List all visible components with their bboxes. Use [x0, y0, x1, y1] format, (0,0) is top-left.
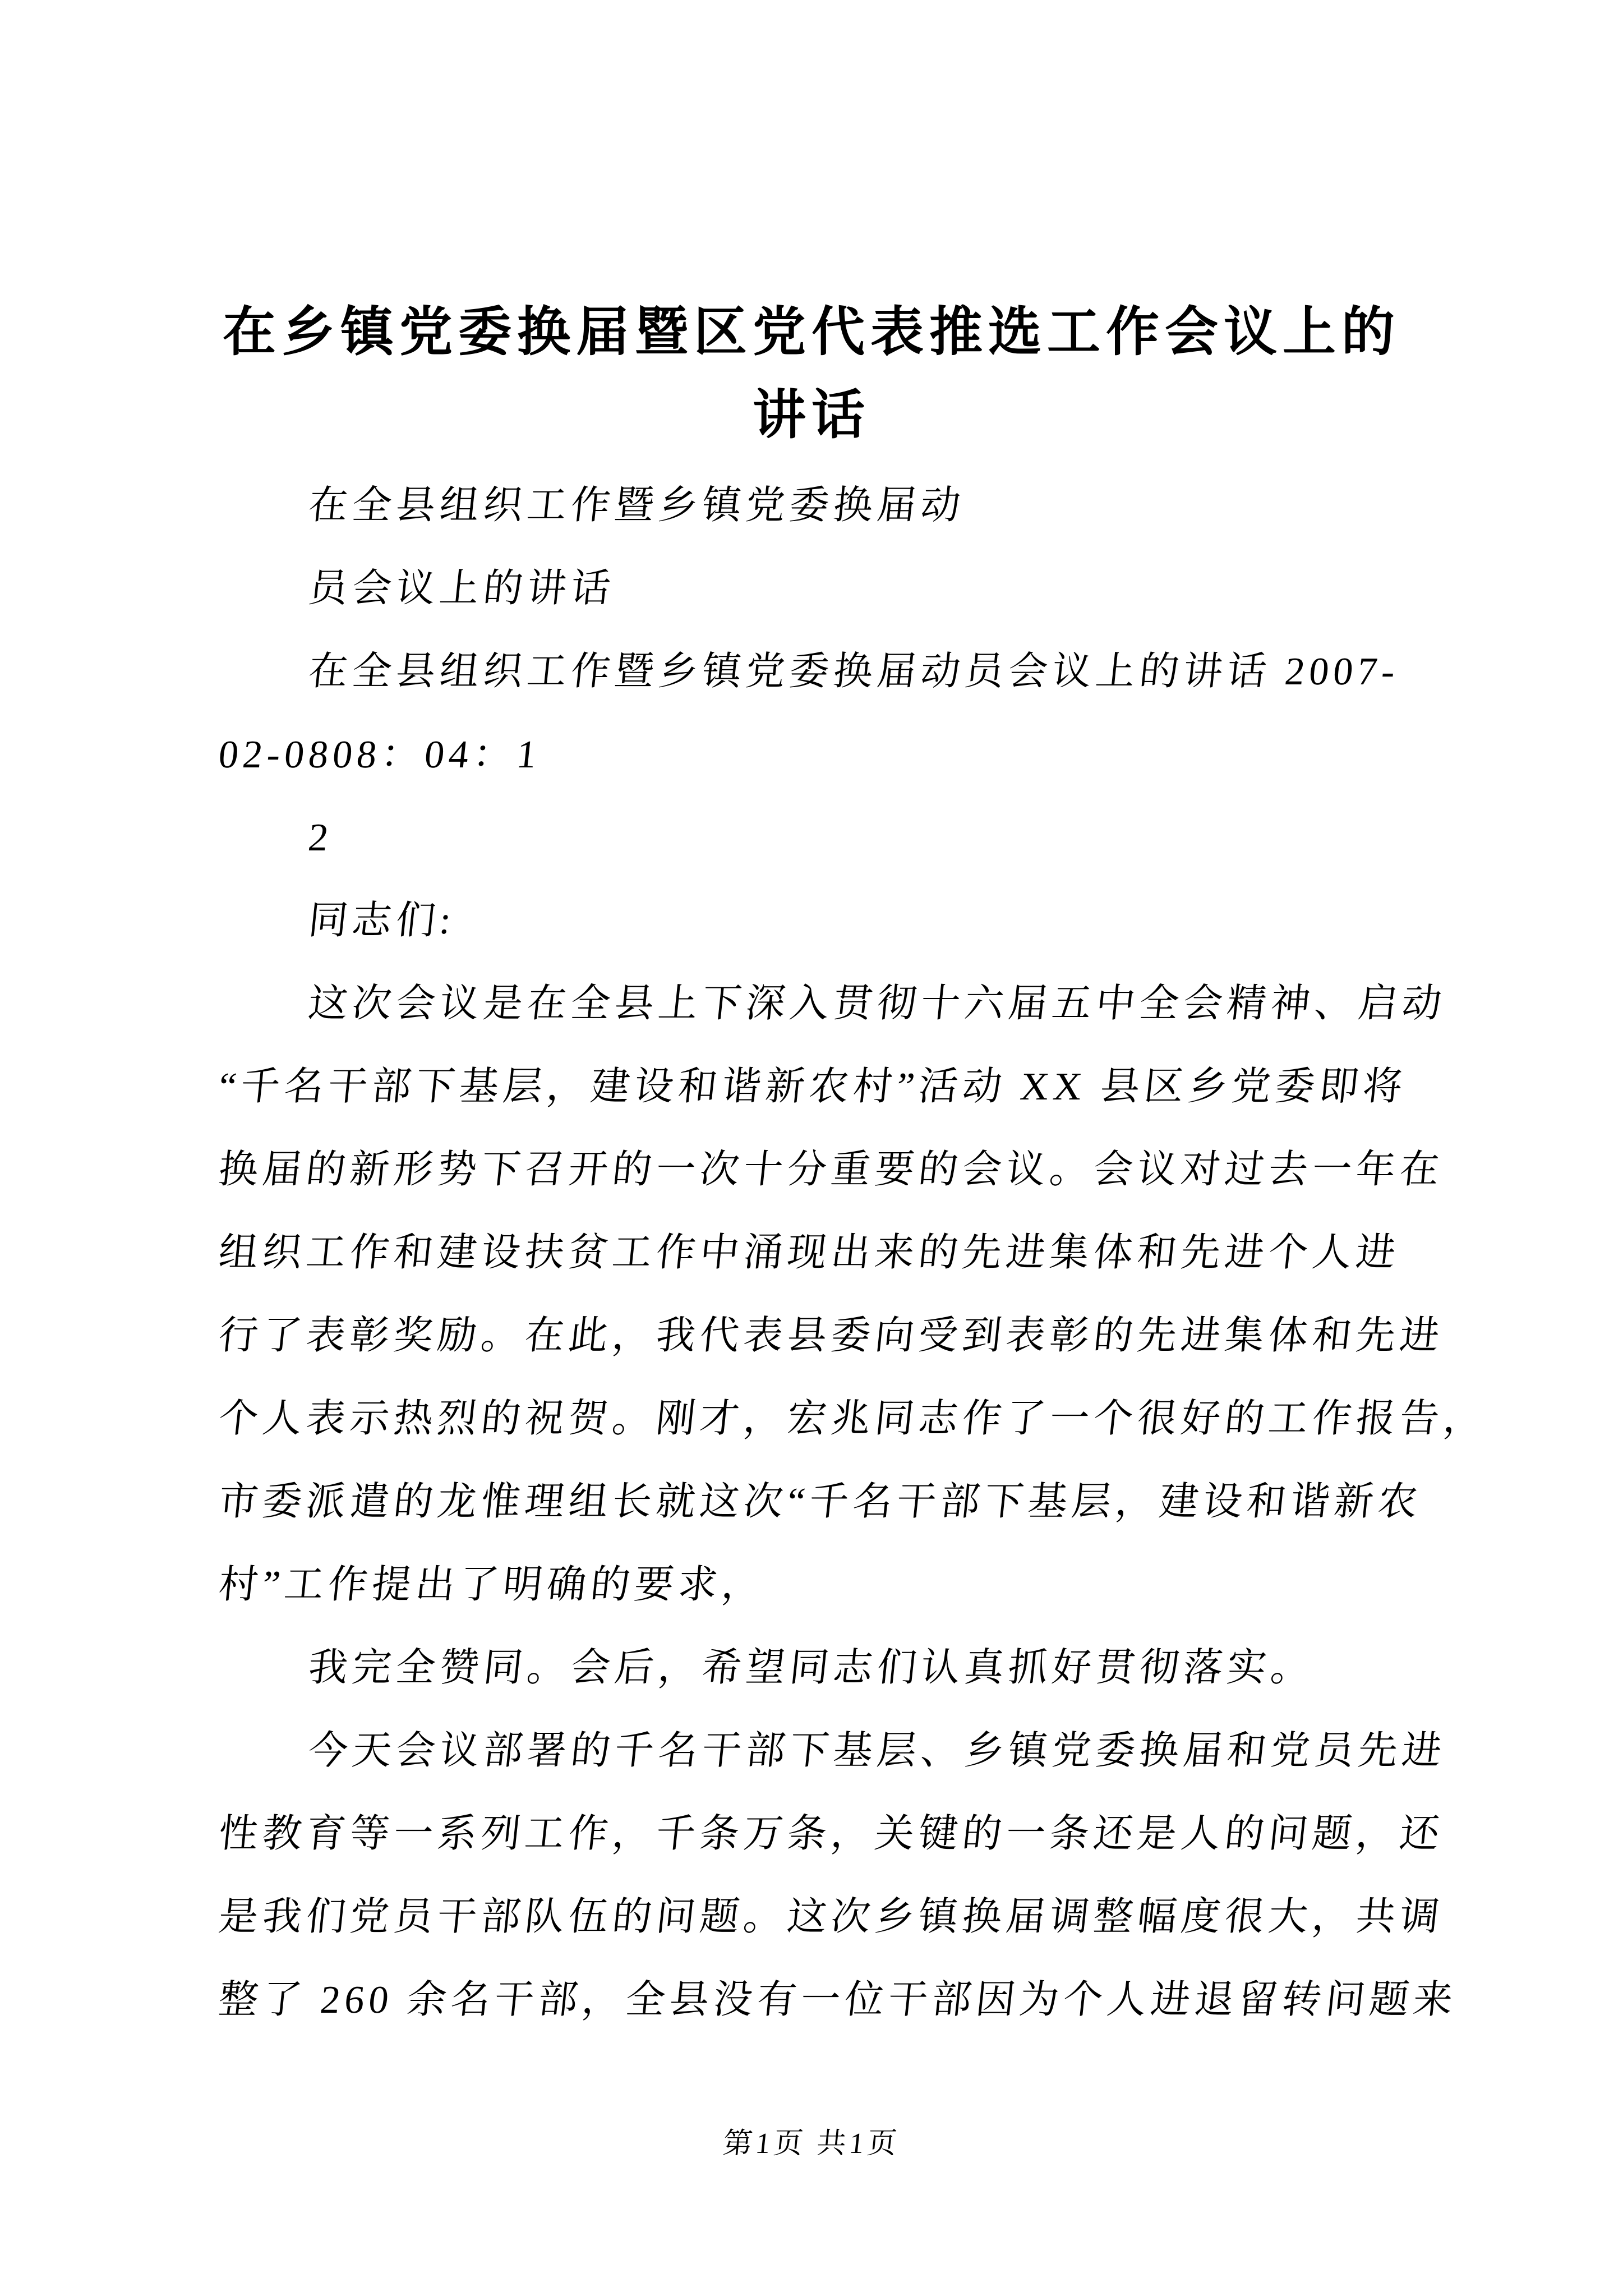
- body-line: 个人表示热烈的祝贺。刚才，宏兆同志作了一个很好的工作报告，: [216, 1397, 1490, 1441]
- body-line: 性教育等一系列工作，千条万条，关键的一条还是人的问题，还: [216, 1812, 1446, 1856]
- body-line: 换届的新形势下召开的一次十分重要的会议。会议对过去一年在: [216, 1148, 1446, 1191]
- document-body: [216, 464, 1511, 2042]
- dateline: 在全县组织工作暨乡镇党委换届动员会议上的讲话 2007-: [306, 650, 1401, 693]
- body-line: 我完全赞同。会后，希望同志们认真抓好贯彻落实。: [306, 1646, 1317, 1690]
- body-line: 村”工作提出了明确的要求，: [216, 1563, 768, 1607]
- subtitle-line: 在全县组织工作暨乡镇党委换届动: [306, 484, 967, 527]
- salutation-line: 同志们:: [306, 899, 458, 942]
- body-line: 行了表彰奖励。在此，我代表县委向受到表彰的先进集体和先进: [216, 1314, 1446, 1358]
- document-title: [0, 291, 1623, 457]
- dateline: 2: [306, 816, 335, 859]
- page-footer: [0, 2127, 1623, 2161]
- page-number: 第1页 共1页: [721, 2128, 902, 2160]
- body-line: 市委派遣的龙惟理组长就这次“千名干部下基层，建设和谐新农: [216, 1480, 1424, 1524]
- dateline: 02-0808：04：1: [216, 733, 543, 776]
- body-line: 这次会议是在全县上下深入贯彻十六届五中全会精神、启动: [306, 982, 1449, 1025]
- body-line: 今天会议部署的千名干部下基层、乡镇党委换届和党员先进: [306, 1729, 1449, 1773]
- subtitle-line: 员会议上的讲话: [306, 567, 617, 610]
- title-line-1: 在乡镇党委换届暨区党代表推选工作会议上的: [222, 302, 1400, 362]
- body-line: 组织工作和建设扶贫工作中涌现出来的先进集体和先进个人进: [216, 1231, 1403, 1274]
- body-line: 整了 260 余名干部，全县没有一位干部因为个人进退留转问题来: [216, 1978, 1460, 2022]
- body-line: 是我们党员干部队伍的问题。这次乡镇换届调整幅度很大，共调: [216, 1895, 1446, 1939]
- title-line-2: 讲话: [752, 385, 870, 445]
- body-line: “千名干部下基层，建设和谐新农村”活动 XX 县区乡党委即将: [216, 1065, 1409, 1108]
